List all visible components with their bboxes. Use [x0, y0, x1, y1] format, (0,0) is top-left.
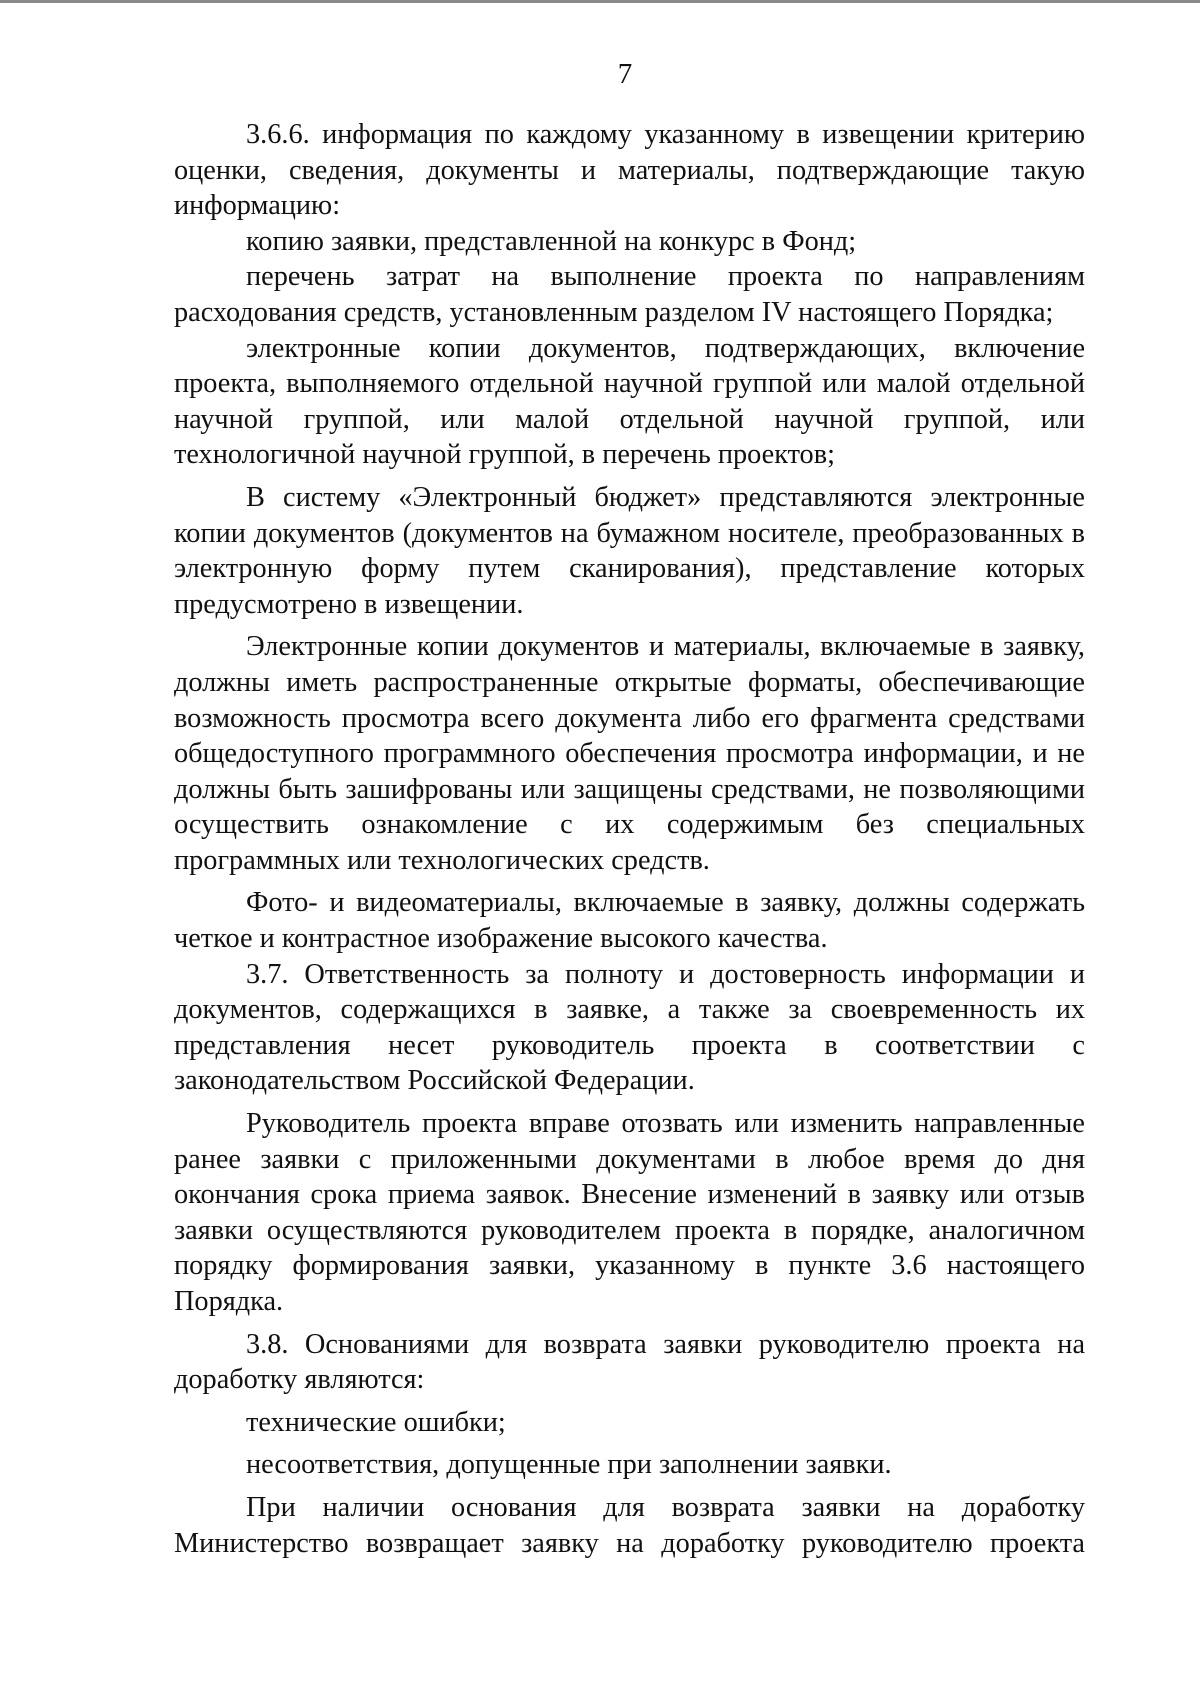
paragraph-application-copy: копию заявки, представленной на конкурс в Фонд;	[246, 225, 857, 257]
paragraph-withdraw-application: Руководитель проекта вправе отозвать или изменить направленные ранее заявки с приложенными документами в любое время до дня окончания срока приема заявок. Внесение изменений в заявку или отзыв заявки осуществляются руководителем проекта в порядке, аналогичном порядку формирования заявки, указанному в пункте 3.6 настоящего Порядка.	[174, 1108, 1085, 1317]
scan-edge-line	[0, 0, 1200, 3]
paragraph-photo-video: Фото- и видеоматериалы, включаемые в заявку, должны содержать четкое и контрастное изображение высокого качества.	[174, 887, 1085, 955]
paragraph-file-formats: Электронные копии документов и материалы, включаемые в заявку, должны иметь распространенные открытые форматы, обеспечивающие возможность просмотра всего документа либо его фрагмента средствами общедоступного программного обеспечения просмотра информации, и не должны быть зашифрованы или защищены средствами, не позволяющими осуществить ознакомление с их содержимым без специальных программных или технологических средств.	[174, 631, 1085, 876]
document-body	[174, 117, 1085, 1561]
paragraph-3-6-6: 3.6.6. информация по каждому указанному в извещении критерию оценки, сведения, документы и материалы, подтверждающие такую информацию:	[174, 119, 1085, 222]
paragraph-3-7: 3.7. Ответственность за полноту и достоверность информации и документов, содержащихся в заявке, а также за своевременность их представления несет руководитель проекта в соответствии с законодательством Российской Федерации.	[174, 958, 1085, 1097]
paragraph-technical-errors: технические ошибки;	[246, 1406, 506, 1438]
paragraph-return-for-revision: При наличии основания для возврата заявки на доработку Министерство возвращает заявку на доработку руководителю проекта	[174, 1491, 1085, 1559]
paragraph-3-8: 3.8. Основаниями для возврата заявки руководителю проекта на доработку являются:	[174, 1328, 1085, 1396]
paragraph-electronic-budget: В систему «Электронный бюджет» представляются электронные копии документов (документов на бумажном носителе, преобразованных в электронную форму путем сканирования), представление которых предусмотрено в извещении.	[174, 481, 1085, 620]
paragraph-cost-list: перечень затрат на выполнение проекта по направлениям расходования средств, установленным разделом IV настоящего Порядка;	[174, 261, 1085, 328]
paragraph-inconsistencies: несоответствия, допущенные при заполнении заявки.	[246, 1449, 892, 1481]
paragraph-electronic-copies-groups: электронные копии документов, подтверждающих, включение проекта, выполняемого отдельной научной группой или малой отдельной научной группой, или малой отдельной научной группой, или технологичной научной группой, в перечень проектов;	[174, 332, 1085, 471]
page-number: 7	[617, 58, 633, 90]
